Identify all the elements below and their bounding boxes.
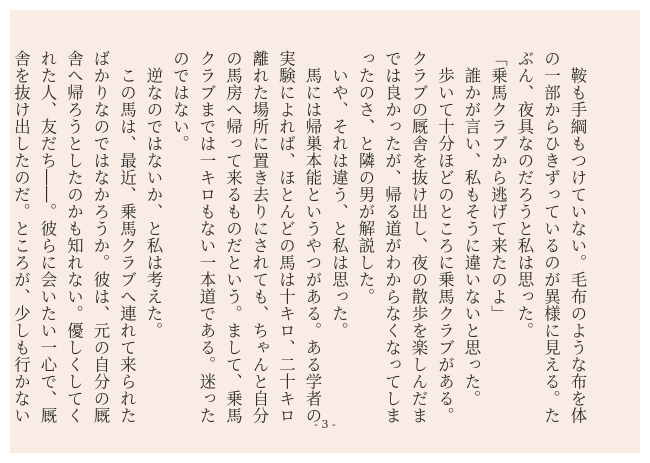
text-line: れた人、友だち――。彼らに会いたい一心で、厩 <box>38 50 57 424</box>
text-line: 離れた場所に置き去りにされても、ちゃんと自分 <box>250 50 269 424</box>
text-line: クラブの厩舎を抜け出し、夜の散歩を楽しんだま <box>409 50 428 424</box>
text-line: のではない。 <box>170 50 190 152</box>
text-line: クラブまでは一キロもない一本道である。迷った <box>197 50 216 424</box>
text-line: ぶん、夜具なのだろうと私は思った。 <box>515 50 534 339</box>
text-line: 馬には帰巣本能というやつがある。ある学者の <box>303 50 322 424</box>
text-line: 実験によれば、ほとんどの馬は十キロ、二十キロ <box>276 50 296 424</box>
text-line: 逆なのではないか、と私は考えた。 <box>144 50 163 339</box>
text-line: では良かったが、帰る道がわからなくなってしま <box>382 50 402 424</box>
document-page <box>10 10 640 453</box>
text-line: ばかりなのではなかろうか。彼は、元の自分の厩 <box>91 50 110 424</box>
text-line: この馬は、最近、乗馬クラブへ連れて来られた <box>117 50 137 424</box>
text-line: 歩いて十分ほどのところに乗馬クラブがある。 <box>435 50 455 424</box>
text-line: の一部からひきずっているのが異様に見える。た <box>541 50 561 424</box>
text-line: 舎へ帰ろうとしたのかも知れない。優しくしてく <box>64 50 84 424</box>
page-number: - 3 - <box>314 418 336 431</box>
text-line: 鞍も手綱もつけていない。毛布のような布を体 <box>568 50 587 424</box>
text-line: 「乗馬クラブから逃げて来たのよ」 <box>488 50 508 322</box>
text-line: いや、それは違う、と私は思った。 <box>329 50 349 339</box>
vertical-text-body <box>11 50 590 424</box>
text-line: ったのさ、と隣の男が解説した。 <box>356 50 375 305</box>
text-line: の馬房へ帰って来るものだという。まして、乗馬 <box>223 50 243 424</box>
text-line: 誰かが言い、私もそうに違いないと思った。 <box>462 50 481 407</box>
text-line: 舎を抜け出したのだ。ところが、少しも行かない <box>11 50 31 424</box>
